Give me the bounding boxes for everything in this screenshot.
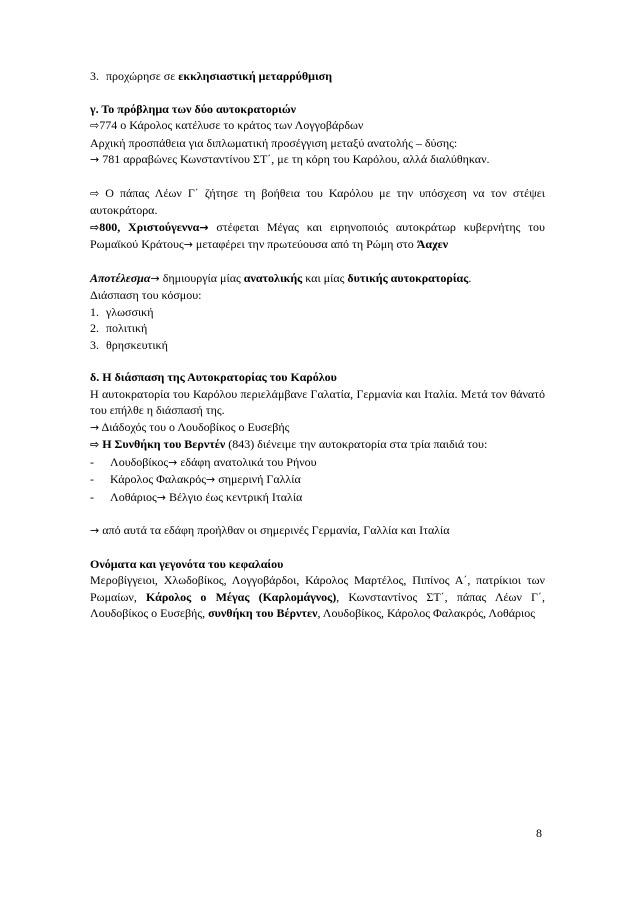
right-arrow-icon: →	[90, 153, 100, 166]
right-arrow-icon: →	[150, 271, 160, 285]
bold-treaty: Η Συνθήκη του Βερντέν	[99, 437, 226, 451]
paragraph-modern-states: → από αυτά τα εδάφη προήλθαν οι σημερινές Γερμανία, Γαλλία και Ιταλία	[90, 523, 450, 537]
paragraph-empire-extent: Η αυτοκρατορία του Καρόλου περιελάμβανε Γαλατία, Γερμανία και Ιταλία. Μετά τον θάνατό του επήλθε η διάσπασή της.	[90, 386, 545, 417]
section-heading-names: Ονόματα και γεγονότα του κεφαλαίου	[90, 556, 284, 571]
result-label: Αποτέλεσμα	[90, 270, 151, 285]
list-item	[90, 320, 545, 337]
section-heading-two-empires: γ. Το πρόβλημα των δύο αυτοκρατοριών	[90, 101, 297, 116]
document-page	[90, 68, 545, 622]
right-arrow-icon: →	[183, 238, 193, 251]
page-number: 8	[536, 826, 542, 840]
list-text: θρησκευτική	[106, 337, 168, 352]
bold-year: 800, Χριστούγεννα	[99, 219, 200, 234]
paragraph-result: Αποτέλεσμα→ δημιουργία μίας ανατολικής και μίας δυτικής αυτοκρατορίας.	[90, 270, 472, 285]
list-text: προχώρησε σε εκκλησιαστική μεταρρύθμιση	[106, 69, 333, 83]
outline-arrow-icon: ⇨	[90, 119, 100, 132]
list-text: γλωσσική	[106, 304, 154, 319]
bold-term: εκκλησιαστική μεταρρύθμιση	[178, 69, 333, 83]
list-item	[90, 304, 545, 321]
right-arrow-icon: →	[199, 220, 209, 234]
paragraph-pope-leo: ⇨ Ο πάπας Λέων Γ΄ ζήτησε τη βοήθεια του Καρόλου με την υπόσχεση να τον στέψει αυτοκράτορα.	[90, 185, 545, 217]
bold-charlemagne: Κάρολος ο Μέγας (Καρλομάγνος)	[146, 589, 337, 604]
right-arrow-icon: →	[206, 473, 216, 486]
list-item	[90, 337, 545, 354]
list-item-heir: - Λουδοβίκος→ εδάφη ανατολικά του Ρήνου	[90, 454, 317, 469]
paragraph-diplomacy: Αρχική προσπάθεια για διπλωματική προσέγγιση μεταξύ ανατολής – δύσης:	[90, 135, 458, 150]
paragraph-774: ⇨774 ο Κάρολος κατέλυσε το κράτος των Λογγοβάρδων	[90, 118, 364, 132]
paragraph-world-split: Διάσπαση του κόσμου:	[90, 288, 202, 302]
right-arrow-icon: →	[168, 455, 178, 469]
right-arrow-icon: →	[156, 490, 166, 504]
bold-west: δυτικής αυτοκρατορίας	[347, 270, 469, 285]
list-item-heir: - Λοθάριος→ Βέλγιο έως κεντρική Ιταλία	[90, 489, 303, 504]
section-heading-division: δ. Η διάσπαση της Αυτοκρατορίας του Καρόλου	[90, 370, 337, 384]
right-arrow-icon: →	[90, 524, 100, 537]
list-number: 2.	[90, 321, 99, 335]
list-text: πολιτική	[106, 321, 148, 335]
list-number: 3.	[90, 337, 99, 352]
outline-arrow-icon: ⇨	[90, 186, 100, 200]
paragraph-781: → 781 αρραβώνες Κωνσταντίνου ΣΤ΄, με τη κόρη του Καρόλου, αλλά διαλύθηκαν.	[90, 152, 490, 166]
paragraph-treaty-verdun: ⇨ Η Συνθήκη του Βερντέν (843) διένειμε την αυτοκρατορία στα τρία παιδιά του:	[90, 437, 488, 451]
bold-city: Άαχεν	[416, 237, 449, 251]
list-item-heir: - Κάρολος Φαλακρός→ σημερινή Γαλλία	[90, 472, 301, 486]
bold-outline-arrow-icon: ⇨	[90, 220, 100, 234]
list-item-ecclesiastical-reform	[90, 68, 545, 85]
right-arrow-icon: →	[90, 420, 100, 434]
paragraph-names-list: Μεροβίγγειοι, Χλωδοβίκος, Λογγοβάρδοι, Κάρολος Μαρτέλος, Πιπίνος Α΄, πατρίκιοι των Ρωμαίων, Κάρολος ο Μέγας (Καρλομάγνος), Κωνσταντίνος ΣΤ΄, πάπας Λέων Γ΄, Λουδοβίκος ο Ευσεβής, συνθήκη του Βέρντεν, Λουδοβίκος, Κάρολος Φαλακρός, Λοθάριος	[90, 573, 545, 620]
list-number: 1.	[90, 304, 99, 319]
list-number: 3.	[90, 69, 99, 83]
bold-treaty: συνθήκη του Βέρντεν	[208, 606, 318, 620]
bold-east: ανατολικής	[243, 270, 303, 285]
paragraph-coronation-800: ⇨800, Χριστούγεννα→ στέφεται Μέγας και ειρηνοποιός αυτοκράτωρ κυβερνήτης του Ρωμαϊκού Κράτους→ μεταφέρει την πρωτεύουσα από τη Ρώμη στο Άαχεν	[90, 219, 545, 251]
bold-outline-arrow-icon: ⇨	[90, 438, 100, 451]
paragraph-successor: → Διάδοχός του ο Λουδοβίκος ο Ευσεβής	[90, 419, 290, 434]
